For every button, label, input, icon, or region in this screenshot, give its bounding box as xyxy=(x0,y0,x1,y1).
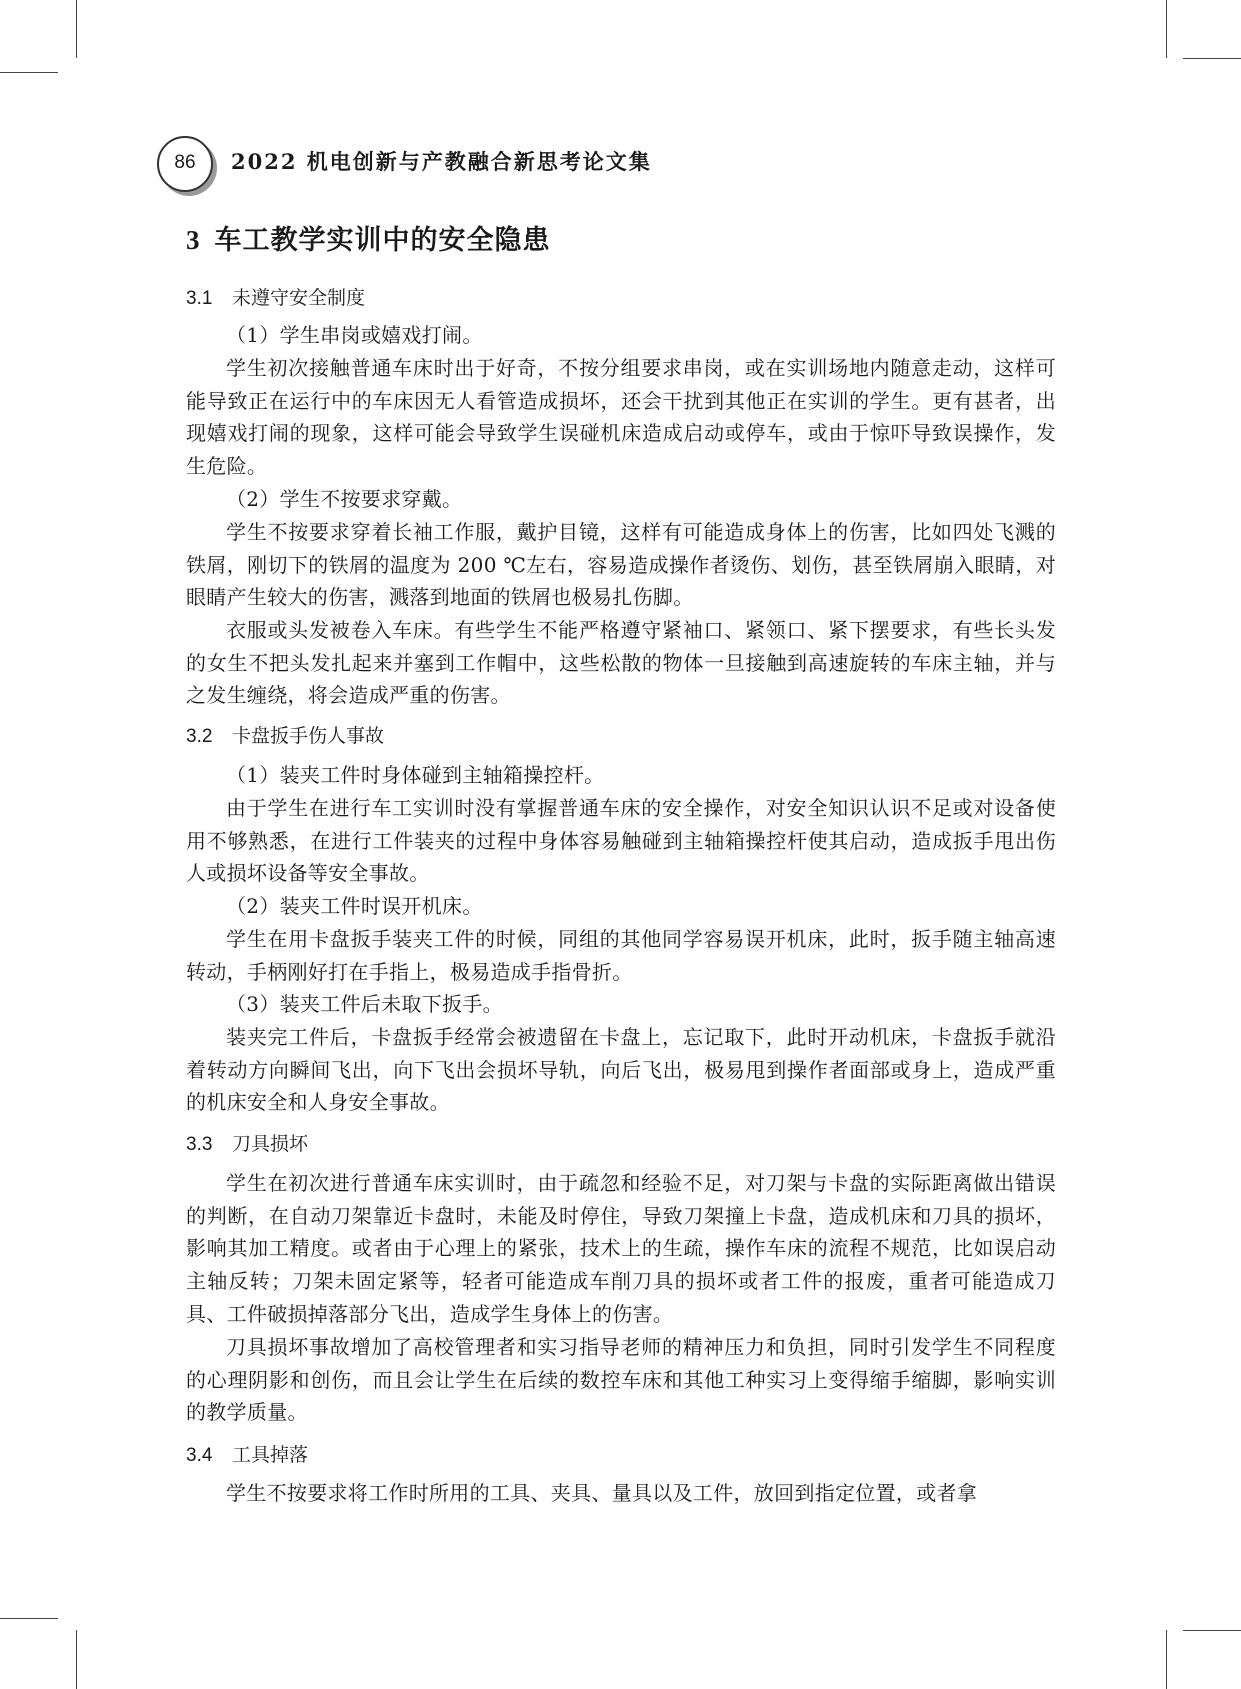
subsection-title: 工具掉落 xyxy=(232,1445,309,1466)
crop-mark-bottom-left-h xyxy=(0,1618,58,1619)
paragraph: 装夹完工件后，卡盘扳手经常会被遗留在卡盘上，忘记取下，此时开动机床，卡盘扳手就沿着转动方向瞬间飞出，向下飞出会损坏导轨，向后飞出，极易甩到操作者面部或身上，造成严重的机床安全和人身安全事故。 xyxy=(186,1025,1056,1115)
paragraph: （1）学生串岗或嬉戏打闹。 xyxy=(226,323,483,347)
page-header xyxy=(157,132,1057,192)
paragraph: （1）装夹工件时身体碰到主轴箱操控杆。 xyxy=(226,763,605,787)
crop-mark-top-right-v xyxy=(1166,0,1167,58)
paragraph: 刀具损坏事故增加了高校管理者和实习指导老师的精神压力和负担，同时引发学生不同程度的心理阴影和创伤，而且会让学生在后续的数控车床和其他工种实习上变得缩手缩脚，影响实训的教学质量。 xyxy=(186,1335,1056,1425)
subsection-number: 3.1 xyxy=(186,288,213,309)
section-title: 车工教学实训中的安全隐患 xyxy=(214,225,551,256)
crop-mark-bottom-right-v xyxy=(1166,1630,1167,1689)
paragraph: 学生不按要求穿着长袖工作服，戴护目镜，这样有可能造成身体上的伤害，比如四处飞溅的铁屑，刚切下的铁屑的温度为 200 ℃左右，容易造成操作者烫伤、划伤，甚至铁屑崩入眼睛，对眼睛产生较大的伤害，溅落到地面的铁屑也极易扎伤脚。 xyxy=(186,520,1056,610)
crop-mark-bottom-right-h xyxy=(1183,1630,1241,1631)
section-heading xyxy=(186,218,551,257)
crop-mark-top-left-h xyxy=(0,72,58,73)
running-title: 2022 机电创新与产教融合新思考论文集 xyxy=(231,149,652,174)
crop-mark-top-left-v xyxy=(76,0,77,58)
paragraph: 衣服或头发被卷入车床。有些学生不能严格遵守紧袖口、紧领口、紧下摆要求，有些长头发的女生不把头发扎起来并塞到工作帽中，这些松散的物体一旦接触到高速旋转的车床主轴，并与之发生缠绕，将会造成严重的伤害。 xyxy=(186,618,1056,708)
paragraph: 学生在初次进行普通车床实训时，由于疏忽和经验不足，对刀架与卡盘的实际距离做出错误的判断，在自动刀架靠近卡盘时，未能及时停住，导致刀架撞上卡盘，造成机床和刀具的损坏，影响其加工精度。或者由于心理上的紧张，技术上的生疏，操作车床的流程不规范，比如误启动主轴反转；刀架未固定紧等，轻者可能造成车削刀具的损坏或者工件的报废，重者可能造成刀具、工件破损掉落部分飞出，造成学生身体上的伤害。 xyxy=(186,1171,1056,1326)
subsection-title: 卡盘扳手伤人事故 xyxy=(232,726,385,747)
crop-mark-top-right-h xyxy=(1183,58,1241,59)
paragraph: 学生不按要求将工作时所用的工具、夹具、量具以及工件，放回到指定位置，或者拿 xyxy=(226,1481,978,1505)
paragraph: （3）装夹工件后未取下扳手。 xyxy=(226,992,503,1016)
crop-mark-bottom-left-v xyxy=(76,1630,77,1689)
subsection-number: 3.3 xyxy=(186,1134,213,1155)
paragraph: 学生初次接触普通车床时出于好奇，不按分组要求串岗，或在实训场地内随意走动，这样可能导致正在运行中的车床因无人看管造成损坏，还会干扰到其他正在实训的学生。更有甚者，出现嬉戏打闹的现象，这样可能会导致学生误碰机床造成启动或停车，或由于惊吓导致误操作，发生危险。 xyxy=(186,356,1056,479)
paragraph: （2）学生不按要求穿戴。 xyxy=(226,487,463,511)
paragraph: （2）装夹工件时误开机床。 xyxy=(226,894,483,918)
paragraph: 学生在用卡盘扳手装夹工件的时候，同组的其他同学容易误开机床，此时，扳手随主轴高速转动，手柄刚好打在手指上，极易造成手指骨折。 xyxy=(186,927,1056,984)
page-number-badge: 86 xyxy=(157,136,213,192)
subsection-heading-3-1 xyxy=(186,283,365,310)
subsection-title: 刀具损坏 xyxy=(232,1134,309,1155)
subsection-heading-3-4 xyxy=(186,1440,308,1467)
subsection-title: 未遵守安全制度 xyxy=(232,288,366,309)
subsection-heading-3-3 xyxy=(186,1129,308,1156)
subsection-number: 3.4 xyxy=(186,1445,213,1466)
section-number: 3 xyxy=(186,225,201,255)
subsection-number: 3.2 xyxy=(186,726,213,747)
subsection-heading-3-2 xyxy=(186,721,384,748)
paragraph: 由于学生在进行车工实训时没有掌握普通车床的安全操作，对安全知识认识不足或对设备使用不够熟悉，在进行工件装夹的过程中身体容易触碰到主轴箱操控杆使其启动，造成扳手甩出伤人或损坏设备等安全事故。 xyxy=(186,796,1056,886)
